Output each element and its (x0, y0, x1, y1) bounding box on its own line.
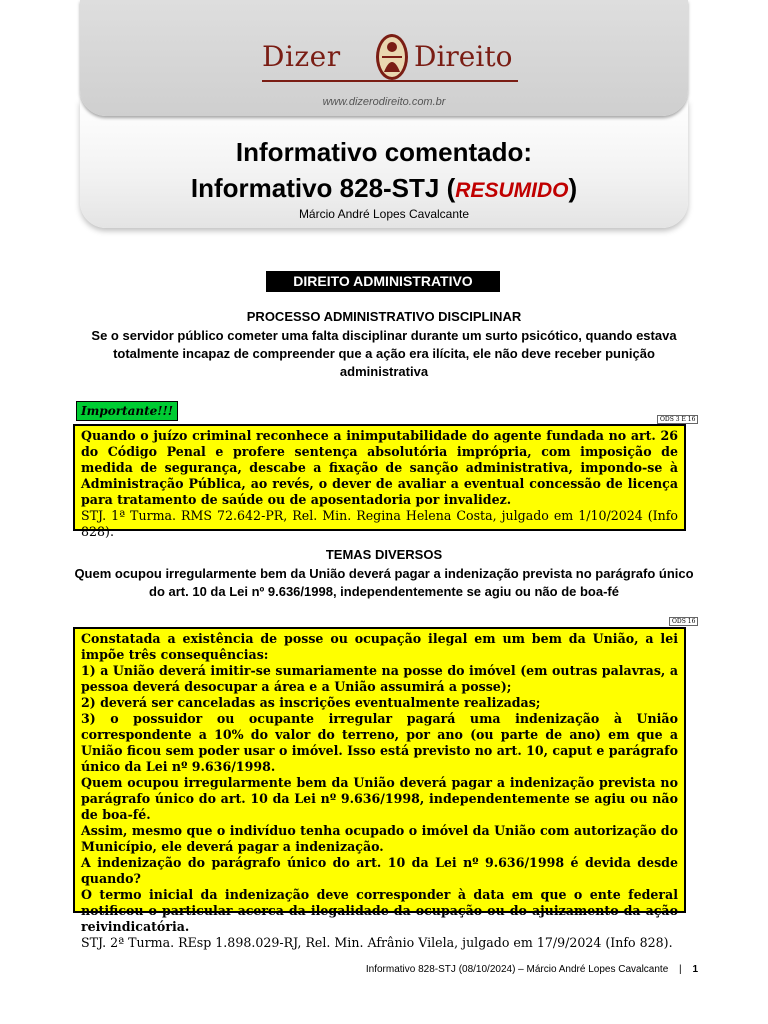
topic1-highlight-box (73, 424, 686, 539)
topic2-heading: TEMAS DIVERSOS (325, 547, 443, 562)
logo-underline (262, 80, 518, 82)
topic1-citation: STJ. 1ª Turma. RMS 72.642-PR, Rel. Min. Regina Helena Costa, julgado em 1/10/2024 (Info 828). (81, 508, 678, 539)
author-name: Márcio André Lopes Cavalcante (298, 207, 470, 221)
page-footer (366, 964, 698, 975)
topic2-paragraph: 2) deverá ser canceladas as inscrições eventualmente realizadas; (81, 695, 541, 710)
ods-tag: ODS 3 E 16 (657, 415, 698, 424)
footer-separator: | (679, 964, 682, 975)
logo-text-left: Dizer (262, 40, 341, 73)
subtitle-emphasis: RESUMIDO (455, 179, 569, 202)
document-title: Informativo comentado: (235, 137, 533, 167)
topic2-paragraph: Assim, mesmo que o indivíduo tenha ocupado o imóvel da União com autorização do Município, ele deverá pagar a indenização. (81, 823, 678, 854)
section-label: DIREITO ADMINISTRATIVO (266, 271, 500, 292)
subtitle-main: Informativo 828-STJ ( (190, 173, 456, 203)
topic2-paragraph: Constatada a existência de posse ou ocupação ilegal em um bem da União, a lei impõe três consequências: (81, 631, 678, 662)
document-subtitle (0, 173, 768, 204)
ods-tag: ODS 16 (669, 617, 698, 626)
footer-text: Informativo 828-STJ (08/10/2024) – Márcio André Lopes Cavalcante (365, 964, 669, 975)
topic2-paragraph: A indenização do parágrafo único do art. 10 da Lei nº 9.636/1998 é devida desde quando? (81, 855, 678, 886)
topic2-paragraph: 3) o possuidor ou ocupante irregular pagará uma indenização à União correspondente a 10% do valor do terreno, por ano (ou parte de ano) em que a União ficou sem poder usar o imóvel. Isso está previsto no art. 10, caput e parágrafo único da Lei nº 9.636/1998. (81, 711, 678, 774)
site-logo[interactable] (262, 30, 522, 90)
topic2-paragraph: Quem ocupou irregularmente bem da União deverá pagar a indenização prevista no parágrafo único do art. 10 da Lei nº 9.636/1998, independentemente se agiu ou não de boa-fé. (81, 775, 678, 822)
site-url[interactable]: www.dizerodireito.com.br (322, 96, 446, 108)
topic2-paragraph: 1) a União deverá imitir-se sumariamente na posse do imóvel (em outras palavras, a pessoa deverá desocupar a área e a União assumirá a posse); (81, 663, 678, 694)
topic2-paragraph: O termo inicial da indenização deve corresponder à data em que o ente federal notificou o particular acerca da ilegalidade da ocupação ou do ajuizamento da ação reivindicatória. (81, 887, 678, 934)
topic2-summary: Quem ocupou irregularmente bem da União deverá pagar a indenização prevista no parágrafo único do art. 10 da Lei nº 9.636/1998, independentemente se agiu ou não de boa-fé (74, 566, 694, 599)
topic1-body: Quando o juízo criminal reconhece a inimputabilidade do agente fundada no art. 26 do Código Penal e profere sentença absolutória imprópria, com imposição de medida de segurança, descabe a fixação de sanção administrativa, impondo-se à Administração Pública, ao revés, o dever de avaliar a eventual concessão de licença para tratamento de saúde ou de aposentadoria por invalidez. (81, 428, 678, 507)
importante-badge: Importante!!! (76, 401, 178, 421)
topic1-summary: Se o servidor público cometer uma falta disciplinar durante um surto psicótico, quando estava totalmente incapaz de compreender que a ação era ilícita, ele não deve receber punição administrativa (91, 328, 677, 379)
logo-emblem-icon (374, 32, 410, 82)
topic2-highlight-box (73, 627, 686, 950)
topic2-citation: STJ. 2ª Turma. REsp 1.898.029-RJ, Rel. Min. Afrânio Vilela, julgado em 17/9/2024 (Info 828). (81, 935, 673, 950)
topic1-heading: PROCESSO ADMINISTRATIVO DISCIPLINAR (246, 309, 522, 324)
subtitle-close: ) (568, 173, 578, 203)
logo-text-right: Direito (414, 40, 513, 73)
page-number: 1 (692, 964, 698, 975)
